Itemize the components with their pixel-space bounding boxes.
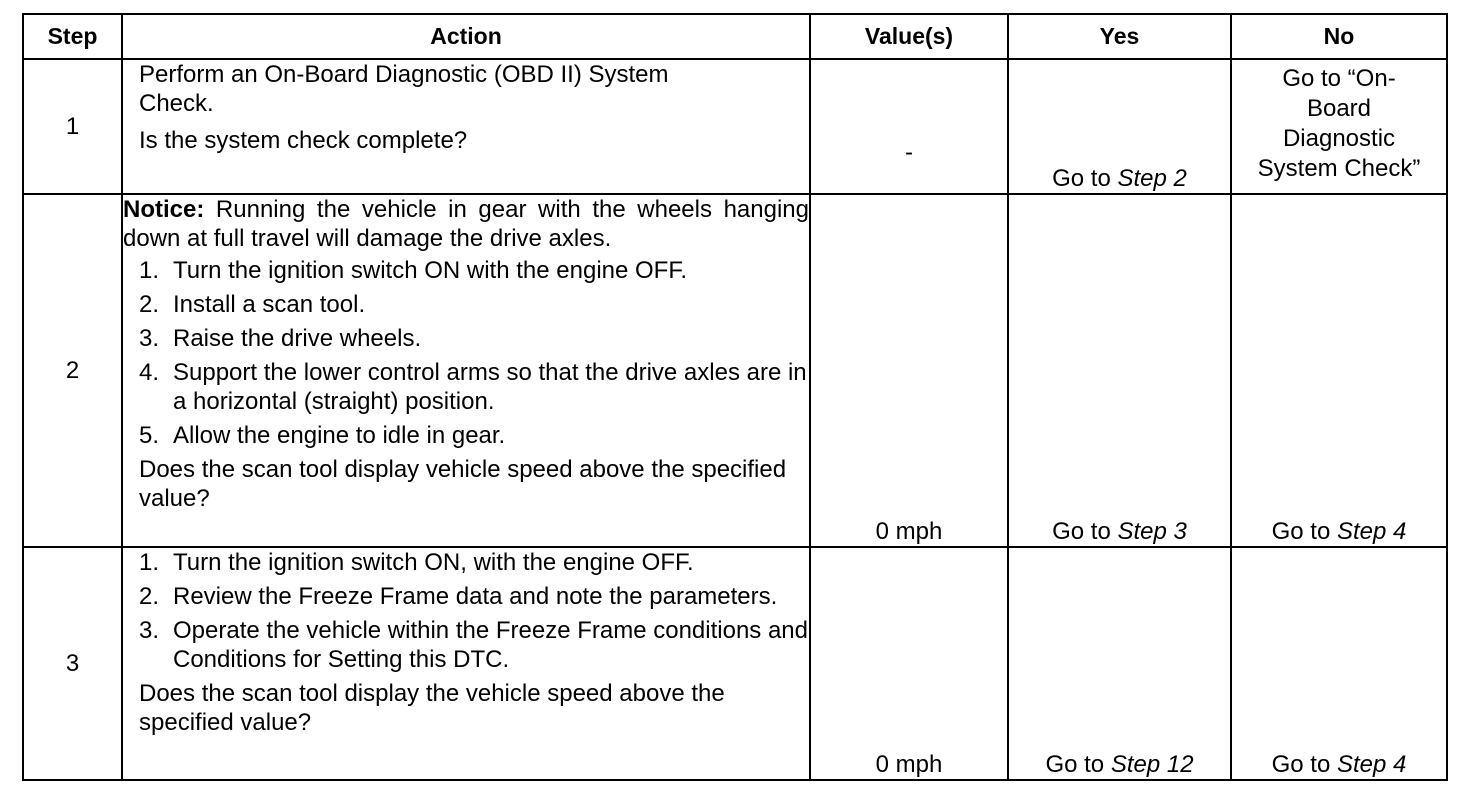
value-text: 0 mph <box>875 518 943 545</box>
substep-number: 5. <box>139 422 160 449</box>
action-question: Is the system check complete? <box>139 127 468 154</box>
table-row-step-2 <box>23 194 1447 547</box>
list-item <box>139 256 809 285</box>
list-item <box>139 324 809 353</box>
notice-text <box>123 195 809 253</box>
value-text: 0 mph <box>875 751 943 778</box>
yes-prefix: Go to <box>1045 751 1111 778</box>
value-cell <box>810 59 1008 194</box>
list-item <box>139 616 809 674</box>
list-item <box>139 421 809 450</box>
no-step-link[interactable]: Step 4 <box>1336 518 1407 545</box>
no-text-line: Board <box>1306 95 1372 122</box>
substep-number: 3. <box>139 617 160 644</box>
yes-cell <box>1008 547 1231 780</box>
diagnostic-table <box>22 13 1448 781</box>
no-step-link[interactable]: Step 4 <box>1336 751 1407 778</box>
action-cell <box>122 59 810 194</box>
step-number: 3 <box>23 547 122 780</box>
yes-step-link[interactable]: Step 2 <box>1117 165 1187 192</box>
substep-number: 3. <box>139 325 160 352</box>
value-cell <box>810 194 1008 547</box>
substep-list <box>123 256 809 450</box>
yes-step-link[interactable]: Step 3 <box>1117 518 1187 545</box>
header-no: No <box>1231 14 1447 59</box>
action-question: Does the scan tool display the vehicle speed above the specified value? <box>139 680 725 736</box>
substep-list <box>123 548 809 674</box>
no-text-line: Go to “On- <box>1282 65 1396 92</box>
list-item <box>139 358 809 416</box>
step-number: 1 <box>23 59 122 194</box>
yes-cell <box>1008 59 1231 194</box>
no-cell <box>1231 194 1447 547</box>
notice-label: Notice: <box>123 196 205 223</box>
substep-text: Turn the ignition switch ON, with the engine OFF. <box>173 549 694 576</box>
action-line: Check. <box>139 90 214 117</box>
step-number: 2 <box>23 194 122 547</box>
header-action: Action <box>122 14 810 59</box>
action-line: Perform an On-Board Diagnostic (OBD II) System <box>139 61 669 88</box>
no-cell <box>1231 59 1447 194</box>
substep-number: 4. <box>139 359 160 386</box>
substep-number: 1. <box>139 549 160 576</box>
no-prefix: Go to <box>1271 751 1337 778</box>
substep-number: 1. <box>139 257 160 284</box>
action-question: Does the scan tool display vehicle speed above the specified value? <box>139 456 787 512</box>
header-yes: Yes <box>1008 14 1231 59</box>
substep-text: Install a scan tool. <box>173 291 366 318</box>
table-row-step-3 <box>23 547 1447 780</box>
list-item <box>139 582 809 611</box>
no-text-line: Diagnostic <box>1282 125 1396 152</box>
substep-text: Allow the engine to idle in gear. <box>173 422 506 449</box>
header-step: Step <box>23 14 122 59</box>
no-prefix: Go to <box>1271 518 1337 545</box>
substep-text: Operate the vehicle within the Freeze Frame conditions and Conditions for Setting this DTC. <box>173 617 809 673</box>
yes-prefix: Go to <box>1052 165 1118 192</box>
list-item <box>139 548 809 577</box>
substep-text: Support the lower control arms so that the drive axles are in a horizontal (straight) position. <box>173 359 807 415</box>
substep-number: 2. <box>139 583 160 610</box>
substep-number: 2. <box>139 291 160 318</box>
action-cell <box>122 547 810 780</box>
substep-text: Review the Freeze Frame data and note the parameters. <box>173 583 778 610</box>
header-values: Value(s) <box>810 14 1008 59</box>
notice-body: Running the vehicle in gear with the wheels hanging down at full travel will damage the drive axles. <box>123 196 809 252</box>
action-cell <box>122 194 810 547</box>
list-item <box>139 290 809 319</box>
value-cell <box>810 547 1008 780</box>
table-row-step-1 <box>23 59 1447 194</box>
yes-prefix: Go to <box>1052 518 1118 545</box>
substep-text: Turn the ignition switch ON with the engine OFF. <box>173 257 688 284</box>
no-cell <box>1231 547 1447 780</box>
header-row <box>23 14 1447 59</box>
substep-text: Raise the drive wheels. <box>173 325 422 352</box>
yes-step-link[interactable]: Step 12 <box>1110 751 1194 778</box>
yes-cell <box>1008 194 1231 547</box>
no-text-line: System Check” <box>1257 155 1421 182</box>
value-text: - <box>905 139 913 166</box>
